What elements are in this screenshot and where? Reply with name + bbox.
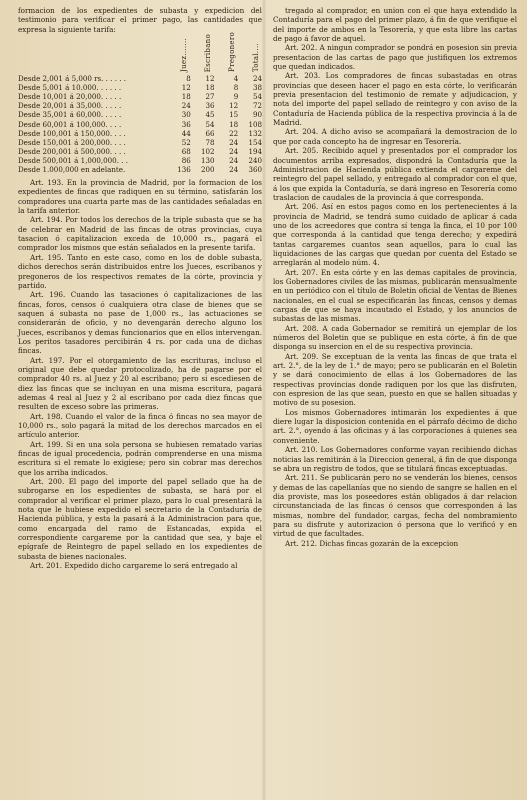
tariff-value: 68 [181, 146, 191, 156]
tariff-row [18, 120, 262, 129]
tariff-row [18, 156, 262, 165]
tariff-range: Desde 35,001 á 60,000. . . . . [18, 110, 122, 120]
tariff-value: 38 [252, 83, 262, 93]
header-escribano: Escribano [204, 33, 212, 73]
tariff-value: 18 [229, 119, 239, 129]
tariff-value: 12 [205, 74, 215, 84]
tariff-value: 18 [205, 83, 215, 93]
article-paragraph: tregado al comprador, en union con el que haya extendido la Contaduría para el pago del primer plazo, á fin de que verifique el del importe de ambos en la Tesorería, y que esta libre las cartas de pago á favor de aquel. [273, 6, 517, 44]
tariff-value: 102 [201, 146, 215, 156]
header-pregonero: Pregonero [228, 32, 236, 73]
tariff-value: 360 [248, 164, 262, 174]
tariff-row [18, 101, 262, 110]
tariff-value: 132 [248, 128, 262, 138]
tariff-value: 66 [205, 128, 215, 138]
left-column [18, 6, 262, 571]
tariff-row [18, 165, 262, 174]
tariff-range: Desde 20,001 á 35,000. . . . . [18, 101, 122, 111]
tariff-range: Desde 5,001 á 10.000. . . . . . [18, 83, 122, 93]
tariff-value: 12 [181, 83, 191, 93]
article-paragraph: Art. 203. Los compradores de fincas subastadas en otras provincias que deseen hacer el pago en esta córte, lo verificarán previa presentacion del testimonio de remate y adjudicacion, y nota del importe del papel sellado de reintegro y con aviso de la Contaduría de Hacienda pública de la respectiva provincia á la de Madrid. [273, 71, 517, 128]
article-paragraph: Art. 210. Los Gobernadores conforme vayan recibiendo dichas noticias las remitirán á la Direccion general, á fin de que disponga se abra un registro de todos, que se titulará fincas exceptuadas. [273, 445, 517, 473]
article-paragraph: Art. 197. Por el otorgamiento de las escrituras, incluso el original que debe quedar protocolizado, ha de pagarse por el comprador 40 rs. al Juez y 20 al escribano; pero si escediesen de diez las fincas que se incluyan en una misma escritura, pagará ademas 4 real al Juez y 2 al escribano por cada diez fincas que resulten de exceso sobre las primeras. [18, 355, 262, 412]
tariff-table-header [18, 34, 262, 74]
tariff-range: Desde 200,001 á 500,000. . . . [18, 146, 126, 156]
tariff-intro: formacion de los expedientes de subasta y expedicion del testimonio para verificar el primer pago, las cantidades que expresa la siguiente tarifa: [18, 6, 262, 34]
tariff-value: 136 [177, 164, 191, 174]
tariff-value: 27 [205, 92, 215, 102]
tariff-value: 78 [205, 137, 215, 147]
tariff-range: Desde 500,001 á 1,000,000. . . [18, 155, 128, 165]
tariff-value: 8 [186, 74, 191, 84]
tariff-range: Desde 10,001 á 20,000. . . . . [18, 92, 122, 102]
tariff-value: 24 [252, 74, 262, 84]
tariff-value: 22 [229, 128, 239, 138]
article-paragraph: Art. 204. A dicho aviso se acompañará la demostracion de lo que por cada concepto ha de ingresar en Tesorería. [273, 127, 517, 146]
article-paragraph: Art. 205. Recibido aquel y presentados por el comprador los documentos arriba expresados, dispondrá la Contaduría que la Administracion de Hacienda pública extienda el cargareme del reintegro del papel sellado, y entregado al comprador con el que, á los que expida la Contaduría, se dará ingreso en Tesorería como traslacion de caudales de la provincia á que corresponda. [273, 146, 517, 202]
tariff-value: 12 [229, 101, 239, 111]
header-total: Total.... [252, 42, 260, 73]
tariff-row [18, 83, 262, 92]
tariff-row [18, 129, 262, 138]
tariff-value: 18 [181, 92, 191, 102]
tariff-value: 24 [229, 164, 239, 174]
tariff-row [18, 74, 262, 83]
article-paragraph: Art. 196. Cuando las tasaciones ó capitalizaciones de las fincas, foros, censos ó cualquiera otra clase de bienes que se saquen á subasta no pase de 1,000 rs., las actuaciones se considerarán de oficio, y no devengarán derecho alguno los Jueces, escribanos y demas funcionarios que en ellos intervengan. Los peritos tasadores percibirán 4 rs. por cada una de dichas fincas. [18, 290, 262, 356]
article-paragraph: Art. 207. En esta córte y en las demas capitales de provincia, los Gobernadores civiles de las mismas, publicarán mensualmente en un periódico con el título de Boletin oficial de Ventas de Bienes nacionales, en el cual se especificarán las fincas, censos y demas cargas de que se haya incautado el Estado, y los anuncios de subastas de las mismas. [273, 267, 517, 324]
header-juez: Juez....... [180, 38, 188, 73]
tariff-value: 240 [248, 155, 262, 165]
tariff-value: 154 [248, 137, 262, 147]
tariff-range: Desde 60,001 á 100,000. . . . [18, 119, 122, 129]
tariff-table [18, 74, 262, 174]
article-paragraph: Art. 199. Si en una sola persona se hubiesen rematado varias fincas de igual procedencia, podrán comprenderse en una misma escritura si el remate lo exigiese; pero sin cobrar mas derechos que los arriba indicados. [18, 439, 262, 477]
tariff-value: 54 [205, 119, 215, 129]
tariff-value: 15 [229, 110, 239, 120]
tariff-range: Desde 1.000,000 en adelante. [18, 164, 126, 174]
tariff-value: 52 [181, 137, 191, 147]
article-paragraph: Art. 208. A cada Gobernador se remitirá un ejemplar de los números del Boletin que se publique en esta córte, á fin de que disponga su insercion en el de su respectiva provincia. [273, 323, 517, 352]
tariff-value: 200 [201, 164, 215, 174]
tariff-value: 24 [229, 155, 239, 165]
article-paragraph: Art. 206. Así en estos pagos como en los pertenecientes á la provincia de Madrid, se tendrá sumo cuidado de aplicar á cada uno de los acreedores que contra sí tenga la finca, el 10 por 100 que corresponda á la cantidad que tenga derecho; y expedirá tantas cargaremes cuantos sean aquellos, para lo cual las liquidaciones de las cargas que quedan por cuenta del Estado se arreglarán al modelo núm. 4. [273, 202, 517, 268]
tariff-value: 194 [248, 146, 262, 156]
tariff-value: 45 [205, 110, 215, 120]
article-paragraph: Art. 198. Cuando el valor de la finca ó fincas no sea mayor de 10,000 rs., solo pagará la mitad de los derechos marcados en el artículo anterior. [18, 411, 262, 440]
article-paragraph: Art. 195. Tanto en este caso, como en los de doble subasta, dichos derechos serán distribuidos entre los Jueces, escribanos y pregoneros de los respectivos remates de la córte, provincia y partido. [18, 252, 262, 290]
tariff-value: 90 [252, 110, 262, 120]
tariff-value: 54 [252, 92, 262, 102]
tariff-range: Desde 2,001 á 5,000 rs. . . . . . [18, 74, 126, 84]
tariff-value: 130 [201, 155, 215, 165]
tariff-value: 24 [229, 146, 239, 156]
article-paragraph: Art. 194. Por todos los derechos de la triple subasta que se ha de celebrar en Madrid de las fincas de otras provincias, cuya tasacion ó capitalizacion exceda de 10,000 rs., pagará el comprador los mismos que están señalados en la presente tarifa. [18, 215, 262, 253]
right-column [273, 6, 517, 548]
tariff-value: 44 [181, 128, 191, 138]
tariff-range: Desde 150,001 á 200,000. . . . [18, 137, 126, 147]
tariff-value: 108 [248, 119, 262, 129]
tariff-value: 4 [233, 74, 239, 84]
tariff-value: 9 [233, 92, 239, 102]
tariff-value: 36 [181, 119, 191, 129]
article-paragraph: Art. 200. El pago del importe del papel sellado que ha de subrogarse en los espedientes de subasta, se hará por el comprador al verificar el primer plazo, para lo cual presentará la nota que le hubiese expedido el secretario de la Contaduría de Hacienda pública, y esta la pasará á la Administracion para que, como encargada del ramo de Estancadas, expida el correspondiente cargareme por la cantidad que sea, y baje el epígrafe de Reintegro de papel sellado en los expedientes de subasta de bienes nacionales. [18, 477, 262, 561]
tariff-value: 72 [252, 101, 262, 111]
tariff-value: 8 [233, 83, 239, 93]
tariff-row [18, 92, 262, 101]
article-paragraph: Los mismos Gobernadores intimarán los expedientes á que diere lugar la disposicion contenida en el párrafo décimo de dicho art. 2.°, oyendo á las oficinas y á las corporaciones á quienes sea conveniente. [273, 407, 517, 445]
tariff-value: 30 [181, 110, 191, 120]
tariff-range: Desde 100,001 á 150,000. . . . [18, 128, 126, 138]
tariff-row [18, 110, 262, 119]
article-paragraph: Art. 209. Se exceptuan de la venta las fincas de que trata el art. 2.°, de la ley de 1.° de mayo; pero se publicarán en el Boletin y se dará conocimiento de ellas á los Gobernadores de las respectivas provincias donde radiquen por los que las disfruten, con espresion de las que sean, puesto en que se hallen situadas y motivo de su posesion. [273, 351, 517, 408]
page-fold [262, 0, 266, 800]
tariff-value: 36 [205, 101, 215, 111]
tariff-row [18, 138, 262, 147]
article-paragraph: Art. 201. Expedido dicho cargareme lo será entregado al [30, 561, 238, 571]
tariff-value: 24 [229, 137, 239, 147]
tariff-row [18, 147, 262, 156]
article-paragraph: Art. 211. Se publicarán pero no se venderán los bienes, censos y demas de las capellanías que no siendo de sangre se hallen en el dia proviste, mas los poseedores están obligados á dar relacion circunstanciada de las fincas ó censos que corresponden á las mismas, nombre del fundador, cargas, fecha del nombramiento para su disfrute y autorizacion ó persona que lo verificó y en virtud de que facultades. [273, 473, 517, 539]
tariff-value: 86 [181, 155, 191, 165]
article-paragraph: Art. 193. En la provincia de Madrid, por la formacion de los expedientes de fincas que radiquen en su término, satisfarán los compradores una cuarta parte mas de las cantidades señaladas en la tarifa anterior. [18, 178, 262, 216]
article-paragraph: Art. 212. Dichas fincas gozarán de la excepcion [285, 538, 459, 548]
article-paragraph: Art. 202. A ningun comprador se pondrá en posesion sin previa presentacion de las cartas de pago que justifiquen los extremos que quedan indicados. [273, 43, 517, 72]
tariff-value: 24 [181, 101, 191, 111]
